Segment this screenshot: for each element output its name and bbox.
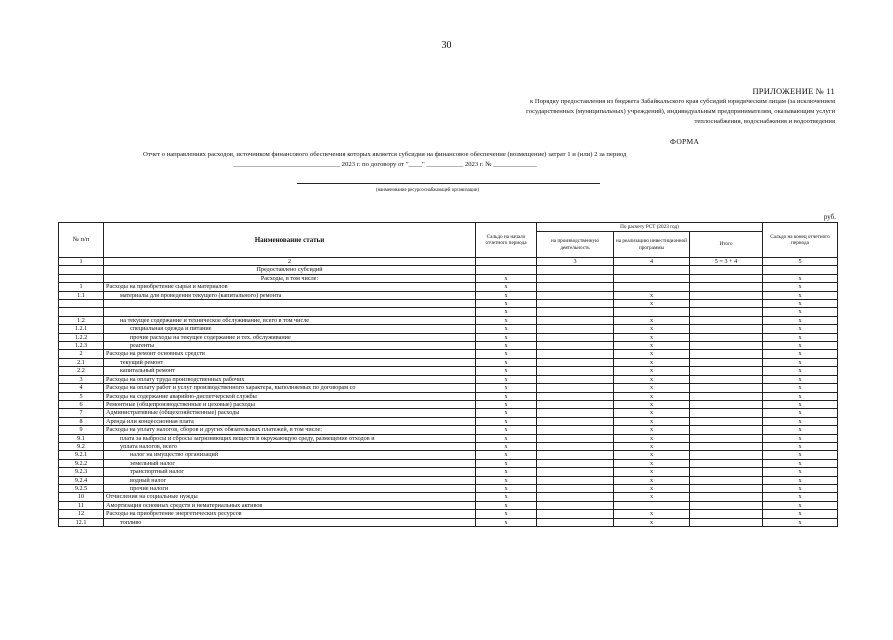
appendix-line: теплоснабжения, водоснабжения и водоотведения: [694, 118, 835, 125]
closing-balance-cell: x: [763, 308, 838, 316]
investment-cell: x: [614, 350, 690, 358]
investment-cell: x: [614, 342, 690, 350]
opening-balance-cell: x: [476, 300, 537, 308]
index-cell: 4: [614, 258, 690, 266]
table-row: [59, 400, 838, 408]
appendix-line: к Порядку предоставления из бюджета Забайкальского края субсидий юридическим лицам (за исключением: [530, 98, 835, 105]
report-title: Отчет о направлениях расходов, источником финансового обеспечения которых является субсидия на финансовое обеспечение (возмещение) затрат 1 и (или) 2 за период: [143, 151, 627, 158]
production-cell: [537, 367, 614, 375]
production-cell: [537, 484, 614, 492]
row-number-cell: 5: [59, 392, 104, 400]
row-name-cell: Предоставлено субсидий: [104, 266, 476, 274]
row-name-cell: плата за выбросы и сбросы загрязняющих веществ в окружающую среду, размещение отходов и: [104, 434, 476, 442]
total-cell: [690, 274, 763, 282]
total-cell: [690, 468, 763, 476]
opening-balance-cell: x: [476, 451, 537, 459]
table-row: [59, 459, 838, 467]
closing-balance-cell: x: [763, 291, 838, 299]
row-name-cell: на текущее содержание и техническое обслуживание, всего в том числе: [104, 316, 476, 324]
production-cell: [537, 476, 614, 484]
organization-caption: (наименование ресурсоснабжающей организации): [376, 188, 480, 193]
row-number-cell: 4: [59, 384, 104, 392]
closing-balance-cell: [763, 266, 838, 274]
row-name-cell: текущий ремонт: [104, 358, 476, 366]
closing-balance-cell: x: [763, 426, 838, 434]
header-investment: на реализацию инвестиционной программы: [614, 232, 690, 258]
closing-balance-cell: x: [763, 358, 838, 366]
opening-balance-cell: x: [476, 501, 537, 509]
table-row: [59, 501, 838, 509]
production-cell: [537, 283, 614, 291]
table-row: [59, 493, 838, 501]
form-label: ФОРМА: [670, 137, 700, 146]
total-cell: [690, 308, 763, 316]
investment-cell: x: [614, 358, 690, 366]
production-cell: [537, 308, 614, 316]
index-cell: 3: [537, 258, 614, 266]
production-cell: [537, 468, 614, 476]
closing-balance-cell: x: [763, 493, 838, 501]
total-cell: [690, 459, 763, 467]
total-cell: [690, 375, 763, 383]
row-number-cell: 1: [59, 283, 104, 291]
currency-unit: руб.: [823, 213, 836, 221]
production-cell: [537, 392, 614, 400]
closing-balance-cell: x: [763, 400, 838, 408]
investment-cell: x: [614, 434, 690, 442]
closing-balance-cell: x: [763, 501, 838, 509]
opening-balance-cell: x: [476, 325, 537, 333]
opening-balance-cell: x: [476, 426, 537, 434]
investment-cell: [614, 501, 690, 509]
row-name-cell: водный налог: [104, 476, 476, 484]
opening-balance-cell: [476, 266, 537, 274]
row-name-cell: [104, 308, 476, 316]
table-row: [59, 484, 838, 492]
investment-cell: x: [614, 325, 690, 333]
row-number-cell: 10: [59, 493, 104, 501]
closing-balance-cell: x: [763, 325, 838, 333]
production-cell: [537, 266, 614, 274]
table-row: [59, 476, 838, 484]
row-name-cell: Расходы на уплату налогов, сборов и других обязательных платежей, в том числе:: [104, 426, 476, 434]
opening-balance-cell: x: [476, 468, 537, 476]
row-name-cell: Амортизация основных средств и нематериальных активов: [104, 501, 476, 509]
production-cell: [537, 442, 614, 450]
row-name-cell: Расходы на приобретение сырья и материалов: [104, 283, 476, 291]
opening-balance-cell: x: [476, 308, 537, 316]
table-row: [59, 417, 838, 425]
report-period-line: ________________________________ 2023 г. по договору от "____" ___________ 2023 г. № _____________: [233, 161, 537, 168]
total-cell: [690, 434, 763, 442]
total-cell: [690, 484, 763, 492]
closing-balance-cell: x: [763, 283, 838, 291]
row-number-cell: 9.2.1: [59, 451, 104, 459]
row-name-cell: [104, 300, 476, 308]
row-number-cell: 12.1: [59, 518, 104, 526]
appendix-title: ПРИЛОЖЕНИЕ № 11: [752, 86, 835, 96]
investment-cell: x: [614, 442, 690, 450]
table-row: [59, 283, 838, 291]
investment-cell: [614, 266, 690, 274]
investment-cell: x: [614, 459, 690, 467]
production-cell: [537, 291, 614, 299]
opening-balance-cell: x: [476, 358, 537, 366]
row-name-cell: Административные (общехозяйственные) расходы: [104, 409, 476, 417]
header-num: № п/п: [59, 223, 104, 258]
table-body: [59, 266, 838, 527]
opening-balance-cell: x: [476, 417, 537, 425]
row-number-cell: 3: [59, 375, 104, 383]
investment-cell: x: [614, 493, 690, 501]
row-number-cell: 1.1: [59, 291, 104, 299]
row-number-cell: 9.2: [59, 442, 104, 450]
total-cell: [690, 501, 763, 509]
production-cell: [537, 274, 614, 282]
row-number-cell: 1.2.2: [59, 333, 104, 341]
page-number: 30: [441, 40, 452, 51]
closing-balance-cell: x: [763, 384, 838, 392]
row-number-cell: 2: [59, 350, 104, 358]
total-cell: [690, 384, 763, 392]
investment-cell: x: [614, 476, 690, 484]
row-name-cell: реагенты: [104, 342, 476, 350]
index-cell: 5: [763, 258, 838, 266]
row-name-cell: специальная одежда и питание: [104, 325, 476, 333]
production-cell: [537, 459, 614, 467]
opening-balance-cell: x: [476, 493, 537, 501]
production-cell: [537, 501, 614, 509]
closing-balance-cell: x: [763, 316, 838, 324]
table-row: [59, 325, 838, 333]
total-cell: [690, 392, 763, 400]
table-row: [59, 316, 838, 324]
row-number-cell: [59, 308, 104, 316]
investment-cell: [614, 308, 690, 316]
table-row: [59, 468, 838, 476]
total-cell: [690, 367, 763, 375]
table-row: [59, 375, 838, 383]
header-production: на производственную деятельность: [537, 232, 614, 258]
closing-balance-cell: x: [763, 367, 838, 375]
production-cell: [537, 350, 614, 358]
row-name-cell: Отчисления на социальные нужды: [104, 493, 476, 501]
row-name-cell: Расходы на оплату труда производственных рабочих: [104, 375, 476, 383]
total-cell: [690, 476, 763, 484]
closing-balance-cell: x: [763, 459, 838, 467]
investment-cell: x: [614, 400, 690, 408]
production-cell: [537, 342, 614, 350]
row-number-cell: 9: [59, 426, 104, 434]
closing-balance-cell: x: [763, 476, 838, 484]
total-cell: [690, 266, 763, 274]
total-cell: [690, 426, 763, 434]
investment-cell: [614, 274, 690, 282]
row-name-cell: прочие налоги: [104, 484, 476, 492]
opening-balance-cell: x: [476, 274, 537, 282]
row-number-cell: 1.2.3: [59, 342, 104, 350]
closing-balance-cell: x: [763, 484, 838, 492]
header-rst-group: По расчету РСТ (2023 год): [537, 223, 763, 232]
closing-balance-cell: x: [763, 417, 838, 425]
production-cell: [537, 358, 614, 366]
closing-balance-cell: x: [763, 434, 838, 442]
opening-balance-cell: x: [476, 484, 537, 492]
total-cell: [690, 518, 763, 526]
opening-balance-cell: x: [476, 409, 537, 417]
opening-balance-cell: x: [476, 392, 537, 400]
row-number-cell: 9.2.2: [59, 459, 104, 467]
total-cell: [690, 417, 763, 425]
row-name-cell: материалы для проведения текущего (капитального) ремонта: [104, 291, 476, 299]
table-row: [59, 358, 838, 366]
row-name-cell: Расходы на содержание аварийно-диспетчерской службы: [104, 392, 476, 400]
total-cell: [690, 451, 763, 459]
row-number-cell: 12: [59, 510, 104, 518]
investment-cell: x: [614, 409, 690, 417]
investment-cell: x: [614, 426, 690, 434]
opening-balance-cell: x: [476, 350, 537, 358]
row-number-cell: 9.2.4: [59, 476, 104, 484]
closing-balance-cell: x: [763, 518, 838, 526]
closing-balance-cell: x: [763, 350, 838, 358]
opening-balance-cell: x: [476, 442, 537, 450]
table-row: [59, 451, 838, 459]
closing-balance-cell: x: [763, 468, 838, 476]
investment-cell: x: [614, 333, 690, 341]
table-row: [59, 274, 838, 282]
closing-balance-cell: x: [763, 375, 838, 383]
total-cell: [690, 342, 763, 350]
investment-cell: x: [614, 510, 690, 518]
opening-balance-cell: x: [476, 367, 537, 375]
production-cell: [537, 409, 614, 417]
closing-balance-cell: x: [763, 300, 838, 308]
closing-balance-cell: x: [763, 409, 838, 417]
header-closing-balance: Сальдо на конец отчетного периода: [763, 223, 838, 258]
row-number-cell: [59, 274, 104, 282]
row-number-cell: 11: [59, 501, 104, 509]
total-cell: [690, 283, 763, 291]
investment-cell: x: [614, 300, 690, 308]
header-opening-balance: Сальдо на начало отчетного периода: [476, 223, 537, 258]
total-cell: [690, 510, 763, 518]
table-row: [59, 291, 838, 299]
table-row: [59, 518, 838, 526]
investment-cell: [614, 283, 690, 291]
row-number-cell: 2.2: [59, 367, 104, 375]
production-cell: [537, 325, 614, 333]
opening-balance-cell: x: [476, 283, 537, 291]
row-name-cell: налог на имущество организаций: [104, 451, 476, 459]
production-cell: [537, 426, 614, 434]
opening-balance-cell: x: [476, 459, 537, 467]
row-name-cell: транспортный налог: [104, 468, 476, 476]
total-cell: [690, 291, 763, 299]
production-cell: [537, 451, 614, 459]
row-number-cell: [59, 300, 104, 308]
investment-cell: x: [614, 417, 690, 425]
investment-cell: x: [614, 384, 690, 392]
total-cell: [690, 325, 763, 333]
production-cell: [537, 510, 614, 518]
investment-cell: x: [614, 484, 690, 492]
table-row: [59, 266, 838, 274]
row-number-cell: 6: [59, 400, 104, 408]
total-cell: [690, 400, 763, 408]
header-name: Наименование статьи: [104, 223, 476, 258]
opening-balance-cell: x: [476, 342, 537, 350]
table-row: [59, 300, 838, 308]
total-cell: [690, 493, 763, 501]
row-name-cell: уплата налогов, всего: [104, 442, 476, 450]
total-cell: [690, 358, 763, 366]
opening-balance-cell: x: [476, 316, 537, 324]
closing-balance-cell: x: [763, 342, 838, 350]
table-row: [59, 367, 838, 375]
table-row: [59, 392, 838, 400]
row-name-cell: капитальный ремонт: [104, 367, 476, 375]
row-name-cell: Аренда или концессионная плата: [104, 417, 476, 425]
total-cell: [690, 409, 763, 417]
investment-cell: x: [614, 518, 690, 526]
row-name-cell: топливо: [104, 518, 476, 526]
production-cell: [537, 518, 614, 526]
table-row: [59, 510, 838, 518]
total-cell: [690, 442, 763, 450]
opening-balance-cell: x: [476, 434, 537, 442]
index-cell: 2: [104, 258, 476, 266]
investment-cell: x: [614, 451, 690, 459]
table-row: [59, 409, 838, 417]
production-cell: [537, 333, 614, 341]
row-number-cell: 8: [59, 417, 104, 425]
production-cell: [537, 434, 614, 442]
table-row: [59, 333, 838, 341]
production-cell: [537, 300, 614, 308]
row-number-cell: 9.2.3: [59, 468, 104, 476]
closing-balance-cell: x: [763, 274, 838, 282]
investment-cell: x: [614, 392, 690, 400]
table-row: [59, 426, 838, 434]
row-name-cell: Расходы на ремонт основных средств: [104, 350, 476, 358]
row-number-cell: 9.1: [59, 434, 104, 442]
row-number-cell: [59, 266, 104, 274]
table-row: [59, 342, 838, 350]
table-row: [59, 442, 838, 450]
investment-cell: x: [614, 316, 690, 324]
index-cell: 1: [59, 258, 104, 266]
row-number-cell: 9.2.5: [59, 484, 104, 492]
closing-balance-cell: x: [763, 510, 838, 518]
opening-balance-cell: x: [476, 375, 537, 383]
header-total: Итого: [690, 232, 763, 258]
closing-balance-cell: x: [763, 392, 838, 400]
row-name-cell: земельный налог: [104, 459, 476, 467]
closing-balance-cell: x: [763, 451, 838, 459]
index-cell: 5 = 3 + 4: [690, 258, 763, 266]
production-cell: [537, 417, 614, 425]
opening-balance-cell: x: [476, 291, 537, 299]
table-row: [59, 384, 838, 392]
total-cell: [690, 316, 763, 324]
production-cell: [537, 375, 614, 383]
investment-cell: x: [614, 291, 690, 299]
investment-cell: x: [614, 468, 690, 476]
expense-report-table: [58, 222, 838, 527]
production-cell: [537, 316, 614, 324]
opening-balance-cell: x: [476, 476, 537, 484]
row-name-cell: Ремонтные (общепроизводственные и цеховые) расходы: [104, 400, 476, 408]
production-cell: [537, 493, 614, 501]
investment-cell: x: [614, 375, 690, 383]
total-cell: [690, 333, 763, 341]
opening-balance-cell: x: [476, 518, 537, 526]
production-cell: [537, 400, 614, 408]
investment-cell: x: [614, 367, 690, 375]
opening-balance-cell: x: [476, 510, 537, 518]
row-number-cell: 7: [59, 409, 104, 417]
table-row: [59, 434, 838, 442]
opening-balance-cell: x: [476, 400, 537, 408]
appendix-line: государственных (муниципальных) учреждений), индивидуальным предпринимателям, оказывающим услуги: [526, 108, 835, 115]
row-name-cell: Расходы на оплату работ и услуг производственного характера, выполняемых по договорам со: [104, 384, 476, 392]
row-number-cell: 1.2: [59, 316, 104, 324]
table-row: [59, 308, 838, 316]
row-name-cell: прочие расходы на текущее содержание и тех. обслуживание: [104, 333, 476, 341]
closing-balance-cell: x: [763, 442, 838, 450]
closing-balance-cell: x: [763, 333, 838, 341]
index-cell: [476, 258, 537, 266]
total-cell: [690, 350, 763, 358]
row-number-cell: 2.1: [59, 358, 104, 366]
opening-balance-cell: x: [476, 333, 537, 341]
row-number-cell: 1.2.1: [59, 325, 104, 333]
total-cell: [690, 300, 763, 308]
opening-balance-cell: x: [476, 384, 537, 392]
row-name-cell: Расходы, в том числе:: [104, 274, 476, 282]
table-row: [59, 350, 838, 358]
production-cell: [537, 384, 614, 392]
organization-name-line: [297, 177, 600, 184]
row-name-cell: Расходы на приобретение энергетических ресурсов: [104, 510, 476, 518]
